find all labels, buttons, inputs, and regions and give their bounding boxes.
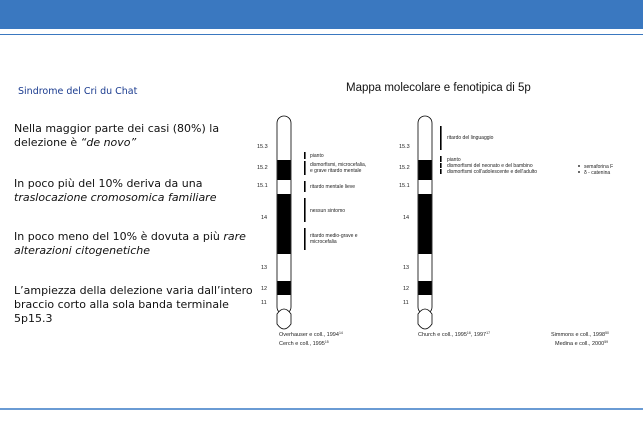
right-label-12: 12: [403, 286, 410, 292]
right-label-14: 14: [403, 215, 410, 221]
bullet-3-text: In poco meno del 10% è dovuta a più: [14, 230, 224, 243]
left-label-15-2: 15.2: [257, 165, 268, 171]
right-citation-1-text: Church e coll., 1995: [418, 332, 467, 338]
left-citation-1: [279, 331, 343, 338]
left-citations: [279, 331, 343, 347]
right-label-11: 11: [403, 300, 409, 306]
gene-bullet-2: [578, 171, 580, 173]
right-band-12: [418, 281, 431, 295]
left-citation-1-sup: 14: [338, 331, 343, 335]
right-citation-1-text2: , 1997: [470, 332, 487, 338]
left-bar-1: [304, 152, 306, 159]
left-bar-2: [304, 161, 306, 175]
page-title: Mappa molecolare e fenotipica di 5p: [346, 82, 531, 94]
gene-2: δ - catenina: [584, 170, 611, 176]
right-bar-3: [440, 163, 442, 168]
left-annotation-1: pianto: [310, 153, 324, 159]
left-band-12: [277, 281, 290, 295]
gene-1: semaforina F: [584, 164, 614, 170]
right-annotation-1: ritardo del linguaggio: [447, 135, 494, 141]
left-annotations: [304, 152, 366, 250]
right-annotation-2: pianto: [447, 157, 461, 163]
right-label-13: 13: [403, 265, 410, 271]
left-citation-2-text: Cerch e coll., 1995: [279, 341, 325, 347]
left-annotation-3: ritardo mentale lieve: [310, 184, 356, 190]
right-citation-3-text: Medina e coll., 2000: [555, 341, 605, 347]
right-label-15-3: 15.3: [399, 144, 410, 150]
left-citation-2-sup: 15: [324, 340, 329, 344]
right-citation-3: [555, 340, 608, 347]
footer-rule: [0, 408, 643, 410]
left-annotation-4: nessun sintomo: [310, 208, 346, 214]
left-chromosome: [277, 116, 291, 329]
bullet-1-emphasis: “de novo”: [80, 136, 137, 149]
left-label-12: 12: [261, 286, 268, 292]
right-citation-3-sup: 59: [604, 340, 609, 344]
right-centromere: [418, 309, 432, 329]
left-annotation-2a: dismorfismi, microcefalia,: [310, 162, 367, 168]
left-bar-4: [304, 198, 306, 222]
left-citation-2: [279, 340, 329, 347]
left-band-14: [277, 194, 290, 254]
left-band-15-2: [277, 160, 290, 180]
right-citation-2: [551, 331, 609, 338]
left-label-11: 11: [261, 300, 267, 306]
right-citation-1-sup2: 17: [486, 331, 491, 335]
right-label-15-1: 15.1: [399, 183, 410, 189]
right-citation-2-sup: 50: [605, 331, 610, 335]
right-band-14: [418, 194, 431, 254]
right-annotation-4: dismorfismi coll'adolescente e dell'adulto: [447, 169, 538, 175]
bullet-3-emphasis: rare alterazioni citogenetiche: [14, 230, 246, 257]
right-annotations: [440, 126, 613, 176]
left-bar-3: [304, 181, 306, 192]
left-annotation-2b: e grave ritardo mentale: [310, 168, 362, 174]
right-bar-1: [440, 126, 442, 150]
left-annotation-5b: microcefalia: [310, 239, 337, 245]
bullet-2-text: In poco più del 10% deriva da una: [14, 177, 203, 190]
right-citations: [418, 331, 609, 347]
right-bar-4: [440, 169, 442, 174]
right-label-15-2: 15.2: [399, 165, 410, 171]
right-citation-1-sup: 16: [466, 331, 471, 335]
bullet-1-text: Nella maggior parte dei casi (80%) la delezione è: [14, 122, 220, 149]
right-band-15-2: [418, 160, 431, 180]
left-bar-5: [304, 228, 306, 250]
right-bar-2: [440, 156, 442, 162]
right-citation-2-text: Simmons e coll., 1998: [551, 332, 606, 338]
left-annotation-5a: ritardo medio-grave e: [310, 233, 358, 239]
right-chromosome: [418, 116, 432, 329]
left-band-labels: [257, 144, 268, 306]
right-citation-1: [418, 331, 490, 338]
left-label-14: 14: [261, 215, 268, 221]
gene-bullet-1: [578, 165, 580, 167]
right-band-labels: [399, 144, 410, 306]
left-label-15-3: 15.3: [257, 144, 268, 150]
left-label-13: 13: [261, 265, 268, 271]
side-title: Sindrome del Cri du Chat: [18, 86, 138, 97]
left-centromere: [277, 309, 291, 329]
bullet-4-text: L’ampiezza della delezione varia dall’intero braccio corto alla sola banda terminale 5p15.3: [14, 284, 253, 325]
left-label-15-1: 15.1: [257, 183, 268, 189]
right-annotation-3: dismorfismi del neonato e del bambino: [447, 163, 533, 169]
left-citation-1-text: Overhauser e coll., 1994: [279, 332, 339, 338]
bullet-2-emphasis: traslocazione cromosomica familiare: [14, 191, 217, 204]
